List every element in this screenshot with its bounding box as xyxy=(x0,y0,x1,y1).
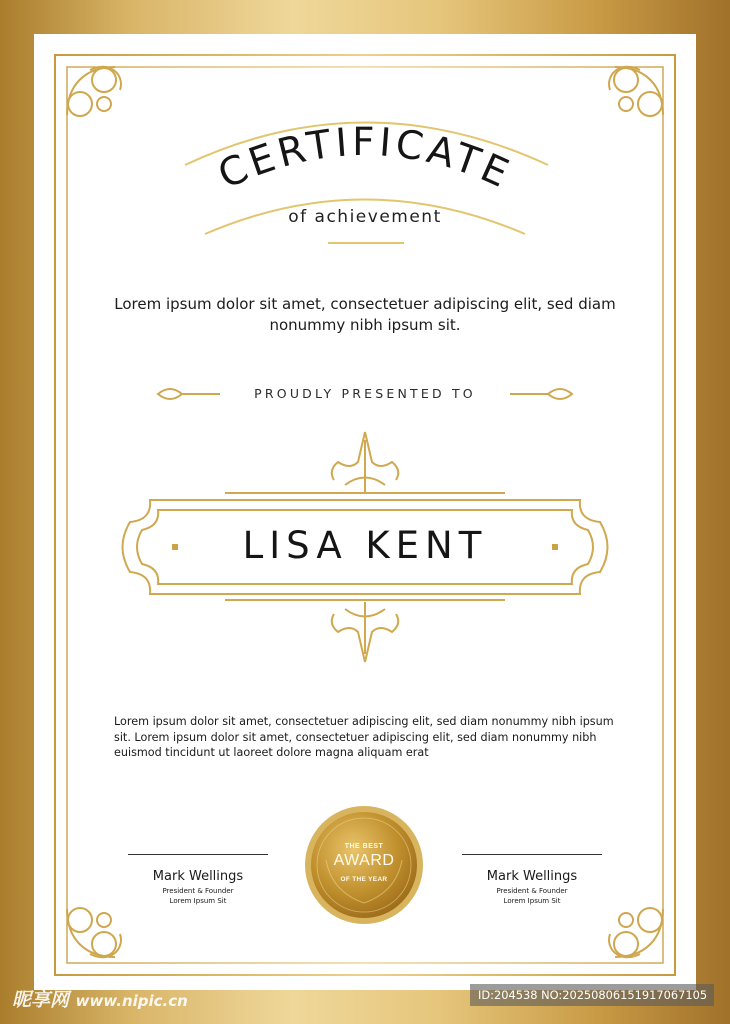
watermark-logo-text: 昵享网 xyxy=(12,989,70,1011)
recipient-name: LISA KENT xyxy=(242,524,488,567)
watermark-logo xyxy=(12,985,188,1012)
signer-name: Mark Wellings xyxy=(152,869,244,884)
signature-block-left xyxy=(123,854,273,906)
intro-text: Lorem ipsum dolor sit amet, consectetuer adipiscing elit, sed diam nonummy nibh ipsum sit. xyxy=(114,295,616,334)
presented-label: PROUDLY PRESENTED TO xyxy=(254,386,476,401)
signature-line xyxy=(462,854,602,855)
signature-block-right xyxy=(457,854,607,906)
watermark-id: ID:204538 NO:20250806151917067105 xyxy=(470,984,714,1006)
signer-title: President & Founder xyxy=(162,887,234,895)
certificate-title xyxy=(212,120,519,198)
signer-name: Mark Wellings xyxy=(486,869,578,884)
signer-org: Lorem Ipsum Sit xyxy=(169,897,227,905)
signer-title: President & Founder xyxy=(496,887,568,895)
seal-bottom-text: OF THE YEAR xyxy=(340,876,388,883)
signature-line xyxy=(128,854,268,855)
certificate-subtitle: of achievement xyxy=(288,207,442,227)
watermark-url: www.nipic.cn xyxy=(75,992,188,1010)
certificate-title-text: CERTIFICATE xyxy=(211,119,519,199)
seal-award-text: AWARD xyxy=(333,852,395,869)
signer-org: Lorem Ipsum Sit xyxy=(503,897,561,905)
seal-top-text: THE BEST xyxy=(344,843,384,850)
body-text: Lorem ipsum dolor sit amet, consectetuer adipiscing elit, sed diam nonummy nibh ipsum sit. Lorem ipsum dolor sit amet, consectetuer adipiscing elit, sed diam nonummy nibh euismod tincidunt ut laoreet dolore magna aliquam erat xyxy=(114,715,614,759)
